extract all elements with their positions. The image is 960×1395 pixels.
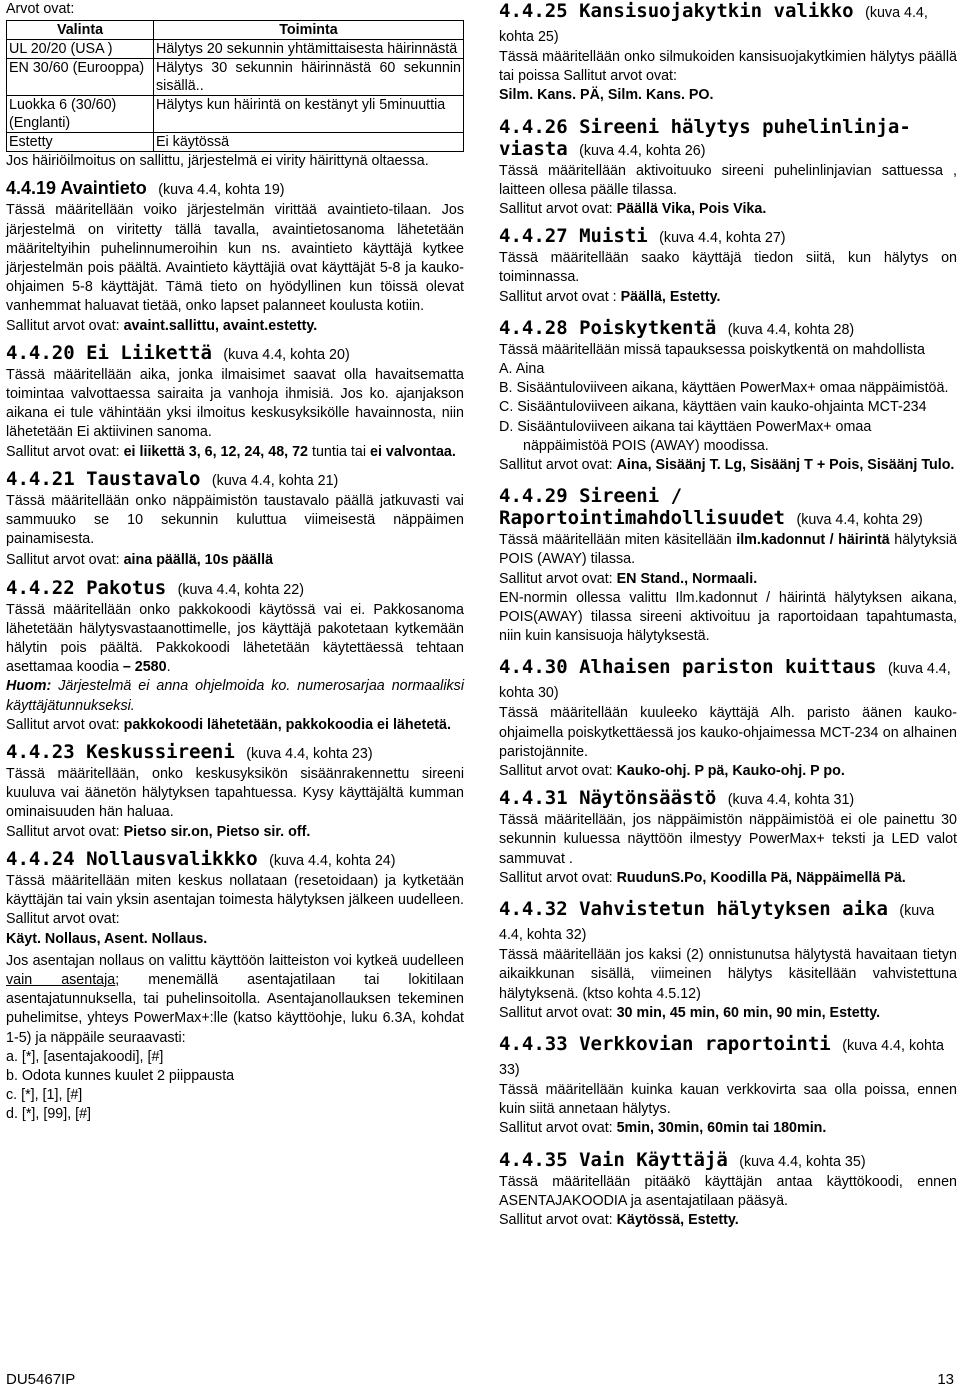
paragraph: Tässä määritellään missä tapauksessa poiskytkentä on mahdollista <box>499 341 925 358</box>
allowed-values: Sallitut arvot ovat: RuudunS.Po, Koodilla Pä, Näppäimellä Pä. <box>499 869 906 886</box>
allowed-values: Käyt. Nollaus, Asent. Nollaus. <box>6 930 208 947</box>
paragraph: Jos häiriöilmoitus on sallittu, järjestelmä ei virity häirittynä oltaessa. <box>6 153 429 170</box>
paragraph: Tässä määritellään onko näppäimistön taustavalo päällä jatkuvasti vai sammuuko se 10 sekunnin kuluttua viimeisestä näppäimen painamisesta. <box>6 492 464 548</box>
paragraph: Tässä määritellään saako käyttäjä tiedon siitä, kun hälytys on toiminnassa. <box>499 250 957 286</box>
allowed-values: Sallitut arvot ovat: ei liikettä 3, 6, 12, 24, 48, 72 tuntia tai ei valvontaa. <box>6 443 456 460</box>
left-column <box>6 0 464 1125</box>
list-item: d. [*], [99], [#] <box>6 1106 92 1123</box>
list-item: c. [*], [1], [#] <box>6 1087 83 1104</box>
allowed-values: Sallitut arvot ovat: Käytössä, Estetty. <box>499 1211 739 1228</box>
section-heading: 4.4.29 Sireeni / Raportointimahdollisuudet (kuva 4.4, kohta 29) <box>499 485 923 530</box>
allowed-values: Sallitut arvot ovat : Päällä, Estetty. <box>499 288 721 305</box>
allowed-values: Sallitut arvot ovat: avaint.sallittu, avaint.estetty. <box>6 317 318 334</box>
table-caption: Arvot ovat: <box>6 1 75 17</box>
table-cell: Luokka 6 (30/60) (Englanti) <box>7 96 154 133</box>
footer-doc-id: DU5467IP <box>6 1370 76 1388</box>
section-heading: 4.4.19 Avaintieto (kuva 4.4, kohta 19) <box>6 178 285 199</box>
table-row <box>7 133 464 152</box>
table-header-cell: Valinta <box>7 21 154 40</box>
section-heading: 4.4.31 Näytönsäästö (kuva 4.4, kohta 31) <box>499 787 855 810</box>
list-item: C. Sisääntuloviiveen aikana, käyttäen vain kauko-ohjainta MCT-234 <box>499 399 927 416</box>
allowed-values: Sallitut arvot ovat: Pietso sir.on, Pietso sir. off. <box>6 823 311 840</box>
list-item: A. Aina <box>499 361 545 378</box>
paragraph: Tässä määritellään miten käsitellään ilm.kadonnut / häirintä hälytyksiä POIS (AWAY) tilassa. <box>499 532 958 568</box>
paragraph: Tässä määritellään pitääkö käyttäjän antaa käyttökoodi, ennen ASENTAJAKOODIA ja asentajatilaan pääsyä. <box>499 1173 957 1209</box>
step-list <box>6 1048 464 1125</box>
table-cell: Estetty <box>7 133 154 152</box>
paragraph: Tässä määritellään onko pakkokoodi käytössä vai ei. Pakkosanoma lähetetään hälytysvastaanottimelle, jos käyttäjä pakotetaan kytkemään hälytin pois päältä. Pakkokoodi lähetetään käytettäessä tehtaan asettamaa koodia – 2580. <box>6 601 464 676</box>
table-cell: Hälytys kun häirintä on kestänyt yli 5minuuttia <box>154 96 464 133</box>
paragraph: Tässä määritellään kuinka kauan verkkovirta saa olla poissa, ennen kuin siitä annetaan hälytys. <box>499 1081 957 1118</box>
section-heading: 4.4.20 Ei Liikettä (kuva 4.4, kohta 20) <box>6 341 350 364</box>
paragraph: Tässä määritellään aktivoituuko sireeni puhelinlinjavian sattuessa , laitteen ollesa päälle tilassa. <box>499 162 957 198</box>
table-cell: Ei käytössä <box>154 133 464 152</box>
table-cell: UL 20/20 (USA ) <box>7 40 154 59</box>
section-heading: 4.4.24 Nollausvalikkko (kuva 4.4, kohta 24) <box>6 847 396 870</box>
paragraph: Tässä määritellään miten keskus nollataan (resetoidaan) ja kytketään käyttäjän tai vain yksin asentajan toimesta hälytyksen jälkeen uudelleen. Sallitut arvot ovat: <box>6 872 464 928</box>
table-cell: EN 30/60 (Eurooppa) <box>7 59 154 96</box>
paragraph: Tässä määritellään, jos näppäimistön näppäimistöä ei ole painettu 30 sekunnin kuluessa näyttöön ilmestyy PowerMax+ teksti ja LED valot sammuvat . <box>499 812 957 867</box>
paragraph: Tässä määritellään onko silmukoiden kansisuojakytkimien hälytys päällä tai poissa Sallitut arvot ovat: <box>499 49 957 85</box>
allowed-values: Sallitut arvot ovat: pakkokoodi lähetetään, pakkokoodia ei lähetetä. <box>6 716 451 733</box>
section-heading: 4.4.22 Pakotus (kuva 4.4, kohta 22) <box>6 576 304 599</box>
list-item: b. Odota kunnes kuulet 2 piippausta <box>6 1067 235 1084</box>
paragraph: Tässä määritellään jos kaksi (2) onnistunutsa hälytystä havaitaan tietyn aikaikkunan sisällä, viimeinen hälytys käsitellään vahvistettuna hälytyksenä. (ktso kohta 4.5.12) <box>499 947 957 1002</box>
list-item: a. [*], [asentajakoodi], [#] <box>6 1048 164 1065</box>
option-list <box>499 360 957 456</box>
right-column <box>499 0 957 1230</box>
allowed-values: Sallitut arvot ovat: Päällä Vika, Pois Vika. <box>499 201 767 218</box>
section-heading: 4.4.23 Keskussireeni (kuva 4.4, kohta 23) <box>6 741 373 764</box>
section-heading: 4.4.33 Verkkovian raportointi (kuva 4.4, kohta 33) <box>499 1032 944 1078</box>
table-header-row <box>7 21 464 40</box>
footer-page-number: 13 <box>937 1370 954 1388</box>
allowed-values: Sallitut arvot ovat: Aina, Sisäänj T. Lg, Sisäänj T + Pois, Sisäänj Tulo. <box>499 457 955 474</box>
paragraph: Tässä määritellään kuuleeko käyttäjä Alh. paristo äänen kauko-ohjaimella poiskytkettäessä jos kauko-ohjaimessa MCT-234 on alhainen paristojännite. <box>499 705 957 760</box>
note: Huom: Järjestelmä ei anna ohjelmoida ko. numerosarjaa normaaliksi käyttäjätunnukseksi. <box>6 678 464 714</box>
allowed-values: Sallitut arvot ovat: EN Stand., Normaali. <box>499 570 758 587</box>
table-cell: Hälytys 30 sekunnin häirinnästä 60 sekunnin sisällä.. <box>154 59 464 96</box>
section-heading: 4.4.27 Muisti (kuva 4.4, kohta 27) <box>499 225 786 248</box>
allowed-values: Sallitut arvot ovat: aina päällä, 10s päällä <box>6 552 274 569</box>
table-header-cell: Toiminta <box>154 21 464 40</box>
allowed-values: Sallitut arvot ovat: 5min, 30min, 60min tai 180min. <box>499 1120 827 1137</box>
list-item: D. Sisääntuloviiveen aikana tai käyttäen PowerMax+ omaa näppäimistöä POIS (AWAY) moodissa. <box>499 418 872 454</box>
section-heading: 4.4.25 Kansisuojakytkin valikko (kuva 4.4, kohta 25) <box>499 0 928 45</box>
paragraph: Tässä määritellään voiko järjestelmän virittää avaintieto-tilaan. Jos järjestelmä on viritetty tällä tavalla, avaintietosanoma lähetetään määriteltyihin puhelinnumeroihin kun ns. avaintieto käyttäjä kytkee järjestelmän pois päältä. Avaintieto käyttäjiä ovat käyttäjät 5-8 ja kauko-ohjaimen 5-8 käyttäjät. Tämä tieto on hyödyllinen kun töissä olevat vanhemmat haluavat tietää, onko lapset palanneet koulusta kotiin. <box>6 202 464 315</box>
table-row <box>7 40 464 59</box>
options-table <box>6 20 464 152</box>
table-cell: Hälytys 20 sekunnin yhtämittaisesta häirinnästä <box>154 40 464 59</box>
allowed-values: Silm. Kans. PÄ, Silm. Kans. PO. <box>499 87 714 104</box>
list-item: B. Sisääntuloviiveen aikana, käyttäen PowerMax+ omaa näppäimistöä. <box>499 380 949 397</box>
table-row <box>7 96 464 133</box>
section-heading: 4.4.32 Vahvistetun hälytyksen aika (kuva 4.4, kohta 32) <box>499 898 935 944</box>
paragraph: Tässä määritellään, onko keskusyksikön sisäänrakennettu sireeni kuuluva vai äänetön hälytyksen tapahtuessa. Kysy käyttäjältä kumman ominaisuuden hän haluaa. <box>6 766 464 821</box>
allowed-values: Sallitut arvot ovat: Kauko-ohj. P pä, Kauko-ohj. P po. <box>499 763 845 780</box>
section-heading: 4.4.26 Sireeni hälytys puhelinlinja-viasta (kuva 4.4, kohta 26) <box>499 115 911 160</box>
section-heading: 4.4.30 Alhaisen pariston kuittaus (kuva 4.4, kohta 30) <box>499 656 951 702</box>
section-heading: 4.4.28 Poiskytkentä (kuva 4.4, kohta 28) <box>499 316 855 339</box>
section-heading: 4.4.21 Taustavalo (kuva 4.4, kohta 21) <box>6 467 339 490</box>
paragraph: Tässä määritellään aika, jonka ilmaisimet saavat olla havaitsematta toimintaa valvottaessa sairaita ja vanhoja ihmisiä. Jos ko. ajanjakson aikana ei tule vähintään yksi ilmoitus keskusyksikölle havainnosta, niin lähetetään Ei aktiivinen sanoma. <box>6 366 464 441</box>
table-row <box>7 59 464 96</box>
section-heading: 4.4.35 Vain Käyttäjä (kuva 4.4, kohta 35) <box>499 1148 866 1171</box>
paragraph: Jos asentajan nollaus on valittu käyttöön laitteiston voi kytkeä uudelleen vain asentaja; menemällä asentajatilaan tai lokitilaan asentajatunnuksella, tai puhelinsoitolla. Asentajanollauksen tekeminen puhelimitse, yhteys PowerMax+:lle (katso käyttöohje, luku 6.3A, kohdat 1-5) ja näppäile seuraavasti: <box>6 952 464 1046</box>
allowed-values: Sallitut arvot ovat: 30 min, 45 min, 60 min, 90 min, Estetty. <box>499 1004 881 1021</box>
paragraph: EN-normin ollessa valittu Ilm.kadonnut / häirintä hälytyksen aikana, POIS(AWAY) tilassa sireeni aktivoituu ja raportoidaan tapahtumasta, niin kuin kansisuoja hälytyksestä. <box>499 589 957 645</box>
